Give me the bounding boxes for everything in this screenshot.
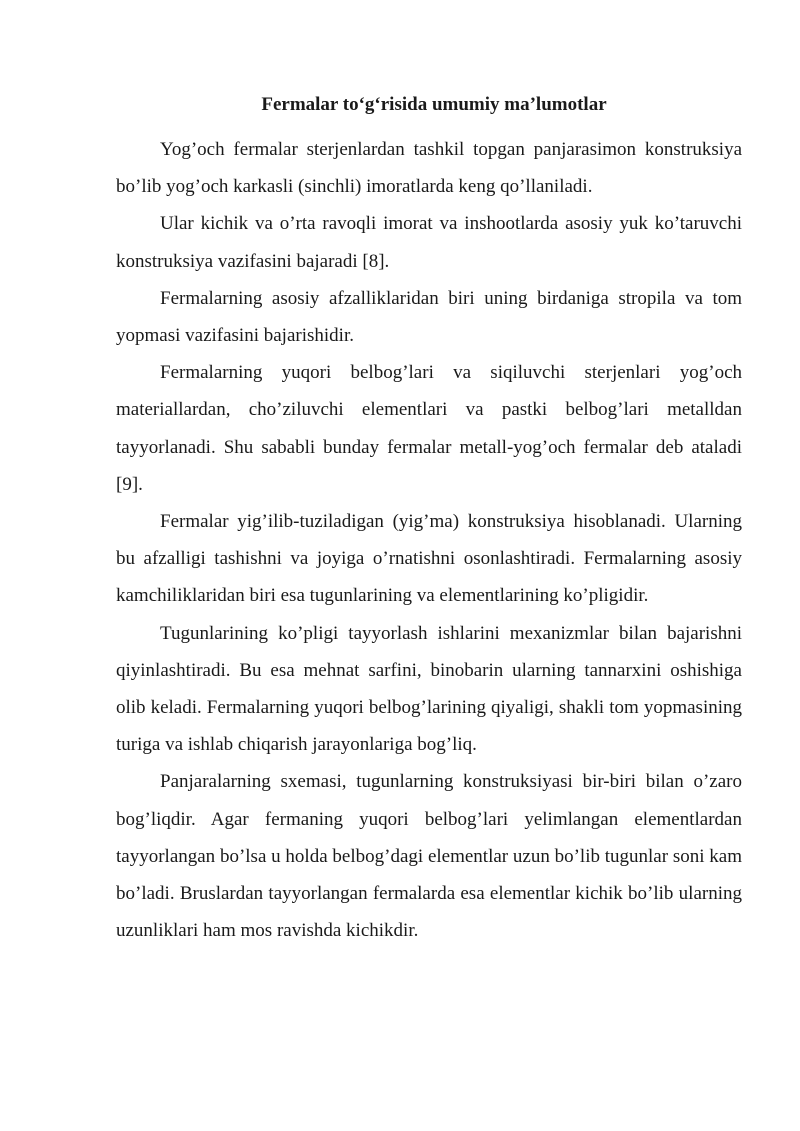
- paragraph-2: Ular kichik va o’rta ravoqli imorat va inshootlarda asosiy yuk ko’taruvchi konstruksiya vazifasini bajaradi [8].: [116, 213, 742, 272]
- document-title: Fermalar to‘g‘risida umumiy ma’lumotlar: [261, 94, 607, 115]
- paragraph-5: Fermalar yig’ilib-tuziladigan (yig’ma) konstruksiya hisoblanadi. Ularning bu afzalligi tashishni va joyiga o’rnatishni osonlashtiradi. Fermalarning asosiy kamchiliklaridan biri esa tugunlarining va elementlarining ko’pligidir.: [116, 511, 742, 607]
- paragraph-3: Fermalarning asosiy afzalliklaridan biri uning birdaniga stropila va tom yopmasi vazifasini bajarishidir.: [116, 287, 742, 347]
- paragraph-7: Panjaralarning sxemasi, tugunlarning konstruksiyasi bir-biri bilan o’zaro bog’liqdir. Agar fermaning yuqori belbog’lari yelimlangan elementlardan tayyorlangan bo’lsa u holda belbog’dagi elementlar uzun bo’lib tugunlar soni kam bo’ladi. Bruslardan tayyorlangan fermalarda esa elementlar kichik bo’lib ularning uzunliklari ham mos ravishda kichikdir.: [116, 771, 742, 942]
- paragraph-6: Tugunlarining ko’pligi tayyorlash ishlarini mexanizmlar bilan bajarishni qiyinlashtiradi. Bu esa mehnat sarfini, binobarin ularning tannarxini oshishiga olib keladi. Fermalarning yuqori belbog’larining qiyaligi, shakli tom yopmasining turiga va ishlab chiqarish jarayonlariga bog’liq.: [116, 622, 742, 756]
- paragraph-1: Yog’och fermalar sterjenlardan tashkil topgan panjarasimon konstruksiya bo’lib yog’och karkasli (sinchli) imoratlarda keng qo’llaniladi.: [116, 139, 742, 198]
- paragraph-4: Fermalarning yuqori belbog’lari va siqiluvchi sterjenlari yog’och materiallardan, cho’ziluvchi elementlari va pastki belbog’lari metalldan tayyorlanadi. Shu sababli bunday fermalar metall-yog’och fermalar deb ataladi [9].: [116, 362, 742, 495]
